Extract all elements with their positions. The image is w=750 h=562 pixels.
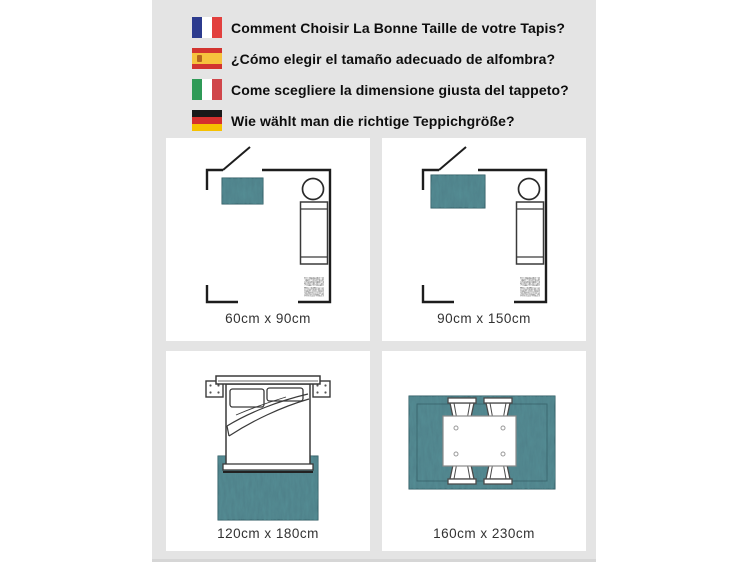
spain-flag-icon xyxy=(192,48,222,69)
headboard xyxy=(216,376,320,384)
france-flag-icon xyxy=(192,17,222,38)
side-table-circle xyxy=(519,179,540,200)
header-row-german xyxy=(192,110,596,131)
chair-bottom-left xyxy=(448,465,476,484)
door-swing-line xyxy=(439,147,466,170)
rug-90x150 xyxy=(431,175,485,208)
pillow-left xyxy=(230,389,264,407)
germany-flag-icon xyxy=(192,110,222,131)
door-swing-line xyxy=(223,147,250,170)
size-label-120x180: 120cm x 180cm xyxy=(217,526,319,541)
size-label-160x230: 160cm x 230cm xyxy=(433,526,535,541)
headline-german: Wie wählt man die richtige Teppichgröße? xyxy=(231,112,515,129)
card-rug-60x90 xyxy=(166,138,370,341)
header-row-spanish xyxy=(192,48,596,69)
card-rug-90x150 xyxy=(382,138,586,341)
plant-top-view xyxy=(520,277,540,297)
side-table-circle xyxy=(303,179,324,200)
size-label-60x90: 60cm x 90cm xyxy=(225,311,311,326)
headline-spanish: ¿Cómo elegir el tamaño adecuado de alfombra? xyxy=(231,50,556,67)
dining-table xyxy=(443,416,516,466)
sofa-top-view xyxy=(301,202,328,264)
chair-top-right xyxy=(484,398,512,417)
pillow-right xyxy=(267,388,303,401)
language-header xyxy=(152,0,596,141)
dining-set-top-view-diagram xyxy=(382,351,586,551)
header-row-italian xyxy=(192,79,596,100)
bed-top-view xyxy=(216,376,320,472)
card-rug-120x180 xyxy=(166,351,370,551)
footboard xyxy=(223,464,313,470)
plant-top-view xyxy=(304,277,324,297)
card-grid xyxy=(152,138,596,562)
header-row-french xyxy=(192,17,596,38)
bed-top-view-diagram xyxy=(166,351,370,551)
headline-italian: Come scegliere la dimensione giusta del tappeto? xyxy=(231,81,569,98)
italy-flag-icon xyxy=(192,79,222,100)
size-label-90x150: 90cm x 150cm xyxy=(437,311,531,326)
chair-top-left xyxy=(448,398,476,417)
rug-60x90 xyxy=(222,178,263,204)
infographic-panel xyxy=(152,0,596,562)
headline-french: Comment Choisir La Bonne Taille de votre Tapis? xyxy=(231,19,566,36)
card-rug-160x230 xyxy=(382,351,586,551)
chair-bottom-right xyxy=(484,465,512,484)
sofa-top-view xyxy=(517,202,544,264)
